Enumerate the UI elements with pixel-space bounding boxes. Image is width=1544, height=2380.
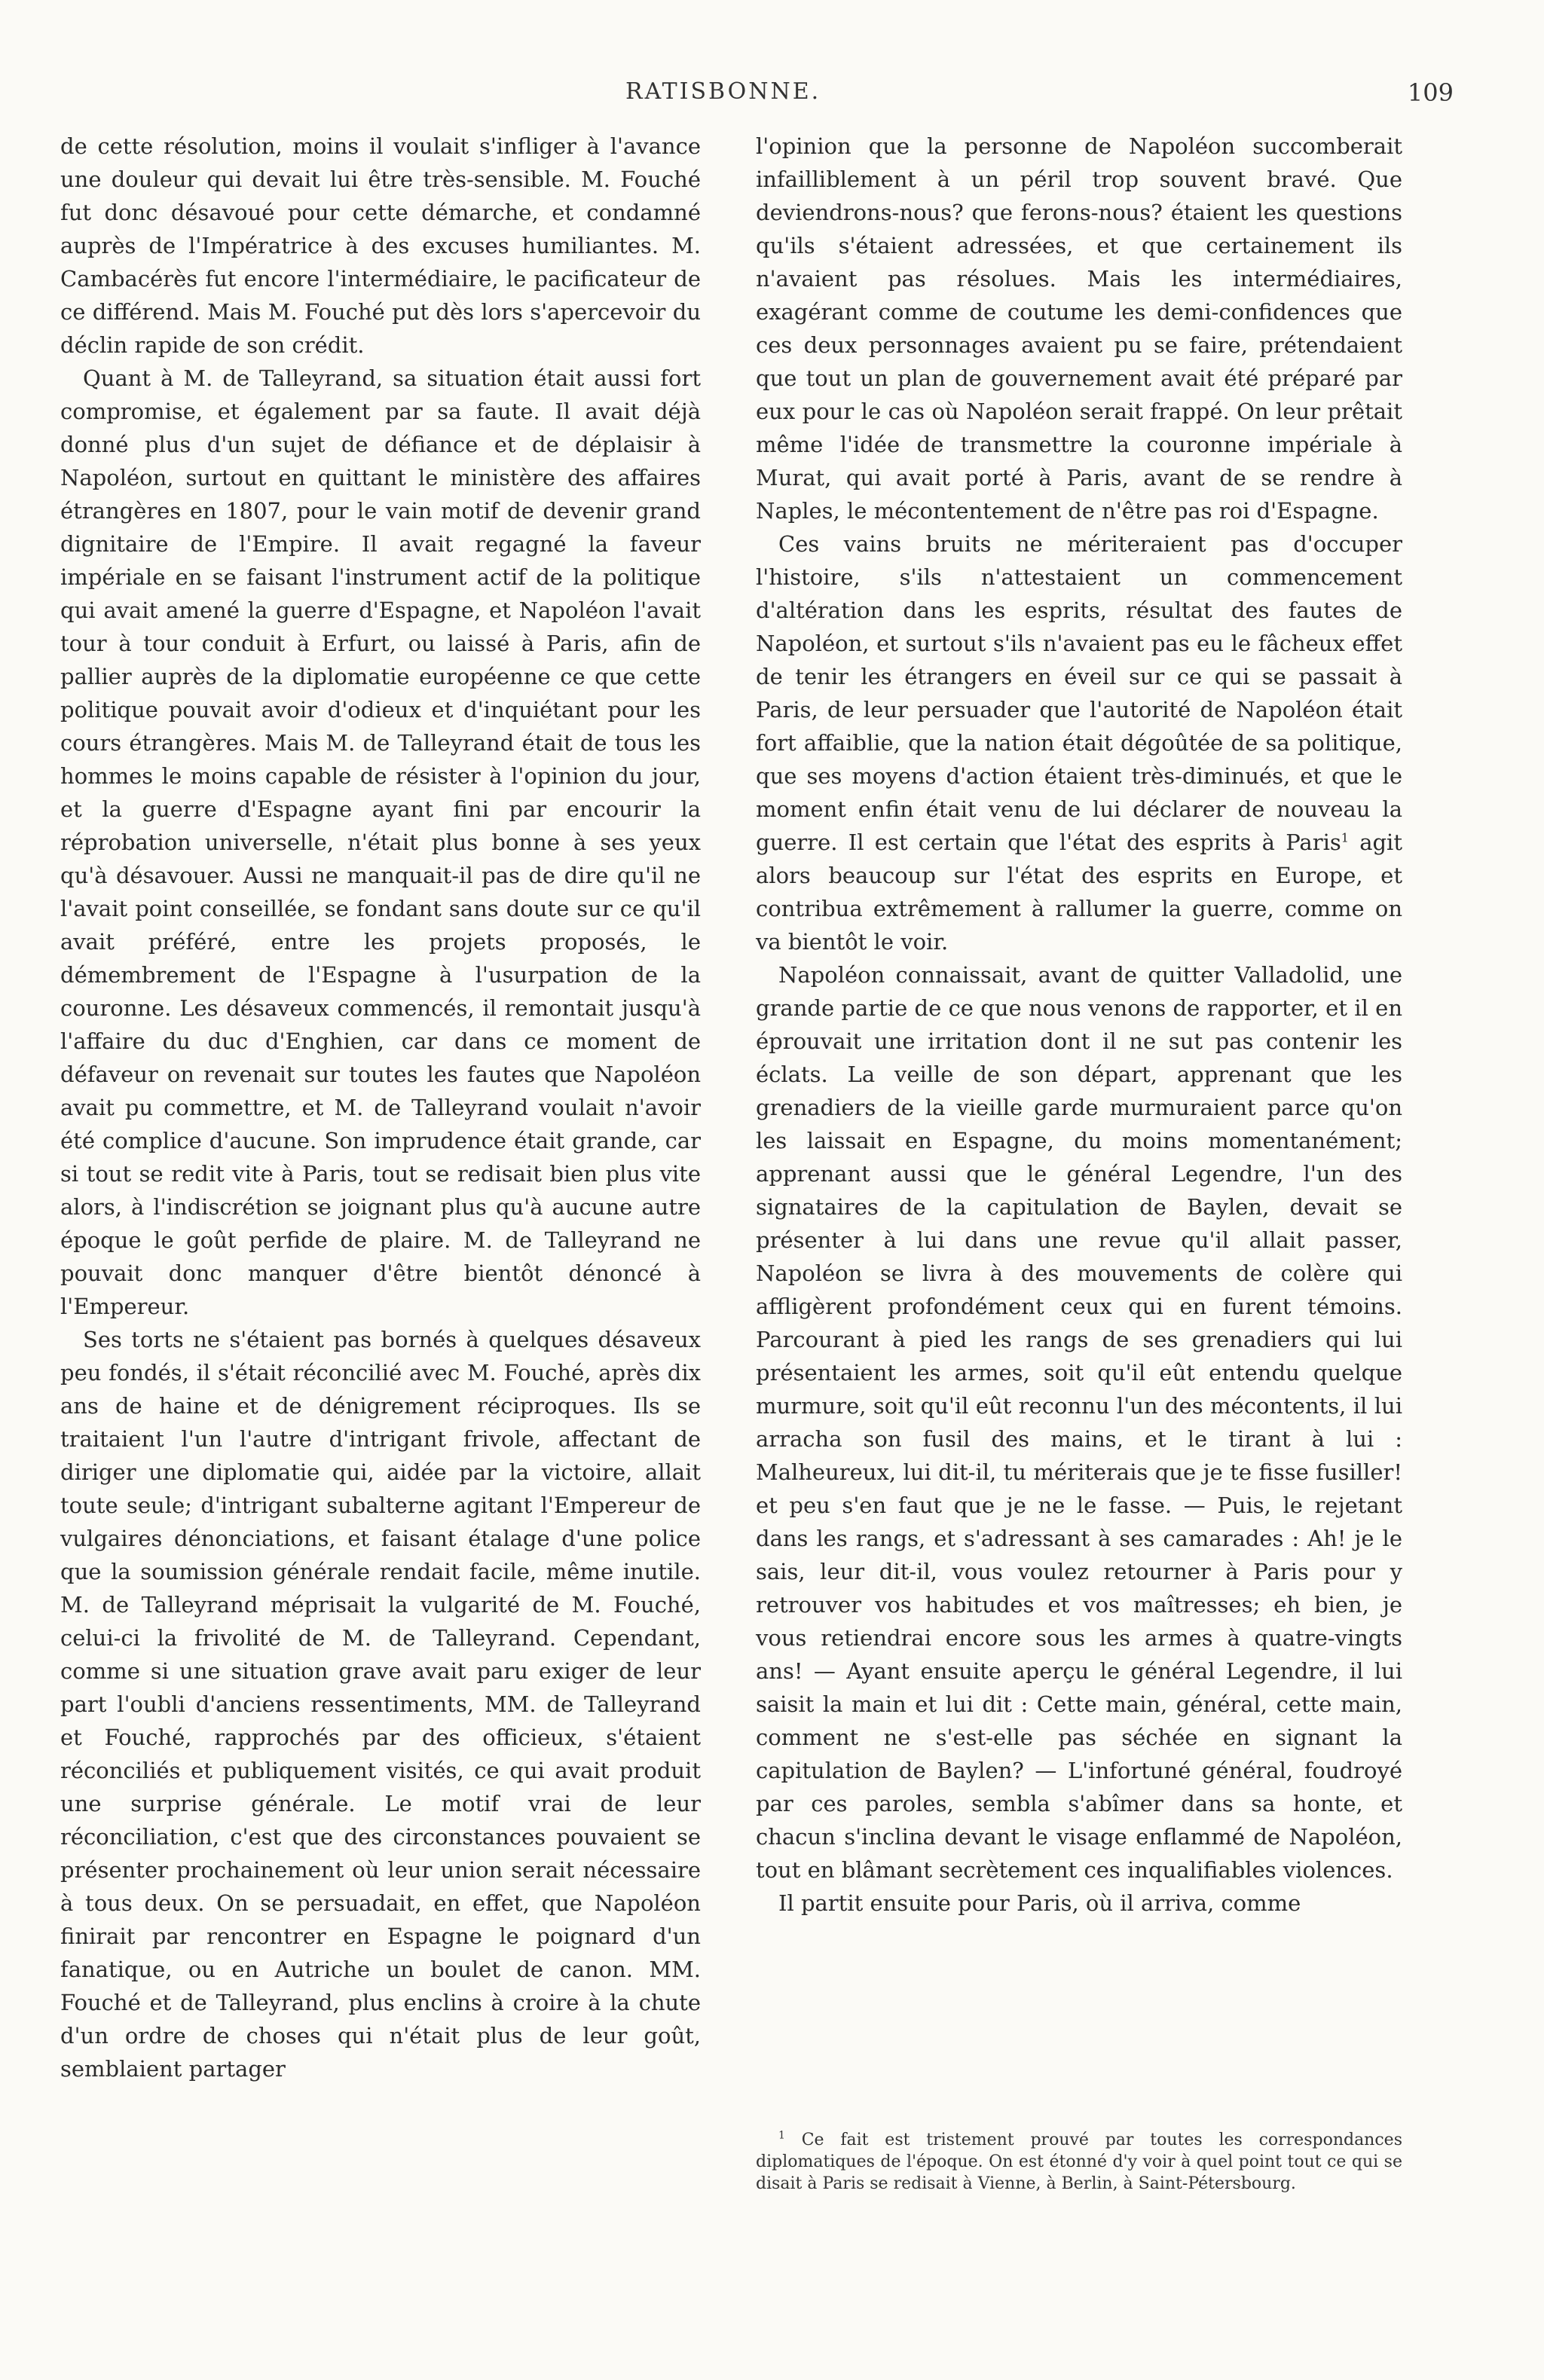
paragraph: Il partit ensuite pour Paris, où il arriva, comme: [778, 1890, 1301, 1916]
paragraph: Ses torts ne s'étaient pas bornés à quelques désaveux peu fondés, il s'était réconcilié avec M. Fouché, après dix ans de haine et de dénigrement réciproques. Ils se traitaient l'un l'autre d'intrigant frivole, affectant de diriger une diplomatie qui, aidée par la victoire, allait toute seule; d'intrigant subalterne agitant l'Empereur de vulgaires dénonciations, et faisant étalage d'une police que la soumission générale rendait facile, même inutile. M. de Talleyrand méprisait la vulgarité de M. Fouché, celui-ci la frivolité de M. de Talleyrand. Cependant, comme si une situation grave avait paru exiger de leur part l'oubli d'anciens ressentiments, MM. de Talleyrand et Fouché, rapprochés par des officieux, s'étaient réconciliés et publiquement visités, ce qui avait produit une surprise générale. Le motif vrai de leur réconciliation, c'est que des circonstances pouvaient se présenter prochainement où leur union serait nécessaire à tous deux. On se persuadait, en effet, que Napoléon finirait par rencontrer en Espagne le poignard d'un fanatique, ou en Autriche un boulet de canon. MM. Fouché et de Talleyrand, plus enclins à croire à la chute d'un ordre de choses qui n'était plus de leur goût, semblaient partager: [60, 1327, 701, 2082]
paragraph: [756, 527, 1402, 958]
paragraph-text: agit alors beaucoup sur l'état des esprits en Europe, et contribua extrêmement à rallumer la guerre, comme on va bientôt le voir.: [756, 829, 1402, 955]
paragraph: de cette résolution, moins il voulait s'infliger à l'avance une douleur qui devait lui être très-sensible. M. Fouché fut donc désavoué pour cette démarche, et condamné auprès de l'Impératrice à des excuses humiliantes. M. Cambacérès fut encore l'intermédiaire, le pacificateur de ce différend. Mais M. Fouché put dès lors s'apercevoir du déclin rapide de son crédit.: [60, 133, 701, 358]
paragraph: l'opinion que la personne de Napoléon succomberait infailliblement à un péril trop souvent bravé. Que deviendrons-nous? que ferons-nous? étaient les questions qu'ils s'étaient adressées, et que certainement ils n'avaient pas résolues. Mais les intermédiaires, exagérant comme de coutume les demi-confidences que ces deux personnages avaient pu se faire, prétendaient que tout un plan de gouvernement avait été préparé par eux pour le cas où Napoléon serait frappé. On leur prêtait même l'idée de transmettre la couronne impériale à Murat, qui avait porté à Paris, avant de se rendre à Naples, le mécontentement de n'être pas roi d'Espagne.: [756, 133, 1402, 524]
footnote-number: 1: [778, 2129, 785, 2142]
paragraph: Napoléon connaissait, avant de quitter Valladolid, une grande partie de ce que nous venons de rapporter, et il en éprouvait une irritation dont il ne sut pas contenir les éclats. La veille de son départ, apprenant que les grenadiers de la vieille garde murmuraient parce qu'on les laissait en Espagne, du moins momentanément; apprenant aussi que le général Legendre, l'un des signataires de la capitulation de Baylen, devait se présenter à lui dans une revue qu'il allait passer, Napoléon se livra à des mouvements de colère qui affligèrent profondément ceux qui en furent témoins. Parcourant à pied les rangs de ses grenadiers qui lui présentaient les armes, soit qu'il eût entendu quelque murmure, soit qu'il eût reconnu l'un des mécontents, il lui arracha son fusil des mains, et le tirant à lui : Malheureux, lui dit-il, tu mériterais que je te fisse fusiller! et peu s'en faut que je ne le fasse. — Puis, le rejetant dans les rangs, et s'adressant à ses camarades : Ah! je le sais, leur dit-il, vous voulez retourner à Paris pour y retrouver vos habitudes et vos maîtresses; eh bien, je vous retiendrai encore sous les armes à quatre-vingts ans! — Ayant ensuite aperçu le général Legendre, il lui saisit la main et lui dit : Cette main, général, cette main, comment ne s'est-elle pas séchée en signant la capitulation de Baylen? — L'infortuné général, foudroyé par ces paroles, sembla s'abîmer dans sa honte, et chacun s'inclina devant le visage enflammé de Napoléon, tout en blâmant secrètement ces inqualifiables violences.: [756, 962, 1402, 1883]
left-column: [60, 130, 701, 2085]
right-column: [756, 130, 1402, 1920]
running-head: [0, 78, 1544, 108]
paragraph: Quant à M. de Talleyrand, sa situation était aussi fort compromise, et également par sa faute. Il avait déjà donné plus d'un sujet de défiance et de déplaisir à Napoléon, surtout en quittant le ministère des affaires étrangères en 1807, pour le vain motif de devenir grand dignitaire de l'Empire. Il avait regagné la faveur impériale en se faisant l'instrument actif de la politique qui avait amené la guerre d'Espagne, et Napoléon l'avait tour à tour conduit à Erfurt, ou laissé à Paris, afin de pallier auprès de la diplomatie européenne ce que cette politique pouvait avoir d'odieux et d'inquiétant pour les cours étrangères. Mais M. de Talleyrand était de tous les hommes le moins capable de résister à l'opinion du jour, et la guerre d'Espagne ayant fini par encourir la réprobation universelle, n'était plus bonne à ses yeux qu'à désavouer. Aussi ne manquait-il pas de dire qu'il ne l'avait point conseillée, se fondant sans doute sur ce qu'il avait préféré, entre les projets proposés, le démembrement de l'Espagne à l'usurpation de la couronne. Les désaveux commencés, il remontait jusqu'à l'affaire du duc d'Enghien, car dans ce moment de défaveur on revenait sur toutes les fautes que Napoléon avait pu commettre, et M. de Talleyrand voulait n'avoir été complice d'aucune. Son imprudence était grande, car si tout se redit vite à Paris, tout se redisait bien plus vite alors, à l'indiscrétion se joignant plus qu'à aucune autre époque le goût perfide de plaire. M. de Talleyrand ne pouvait donc manquer d'être bientôt dénoncé à l'Empereur.: [60, 365, 701, 1319]
running-title: RATISBONNE.: [625, 78, 821, 105]
page-number: 109: [1407, 78, 1454, 107]
footnote: [756, 2129, 1402, 2195]
footnote-reference: 1: [1341, 830, 1349, 845]
footnote-text: Ce fait est tristement prouvé par toutes les correspondances diplomatiques de l'époque. On est étonné d'y voir à quel point tout ce qui se disait à Paris se redisait à Vienne, à Berlin, à Saint-Pétersbourg.: [756, 2131, 1402, 2193]
paragraph-text: Ces vains bruits ne mériteraient pas d'occuper l'histoire, s'ils n'attestaient un commencement d'altération dans les esprits, résultat des fautes de Napoléon, et surtout s'ils n'avaient pas eu le fâcheux effet de tenir les étrangers en éveil sur ce qui se passait à Paris, de leur persuader que l'autorité de Napoléon était fort affaiblie, que la nation était dégoûtée de sa politique, que ses moyens d'action étaient très-diminués, et que le moment enfin était venu de lui déclarer de nouveau la guerre. Il est certain que l'état des esprits à Paris: [756, 531, 1402, 855]
